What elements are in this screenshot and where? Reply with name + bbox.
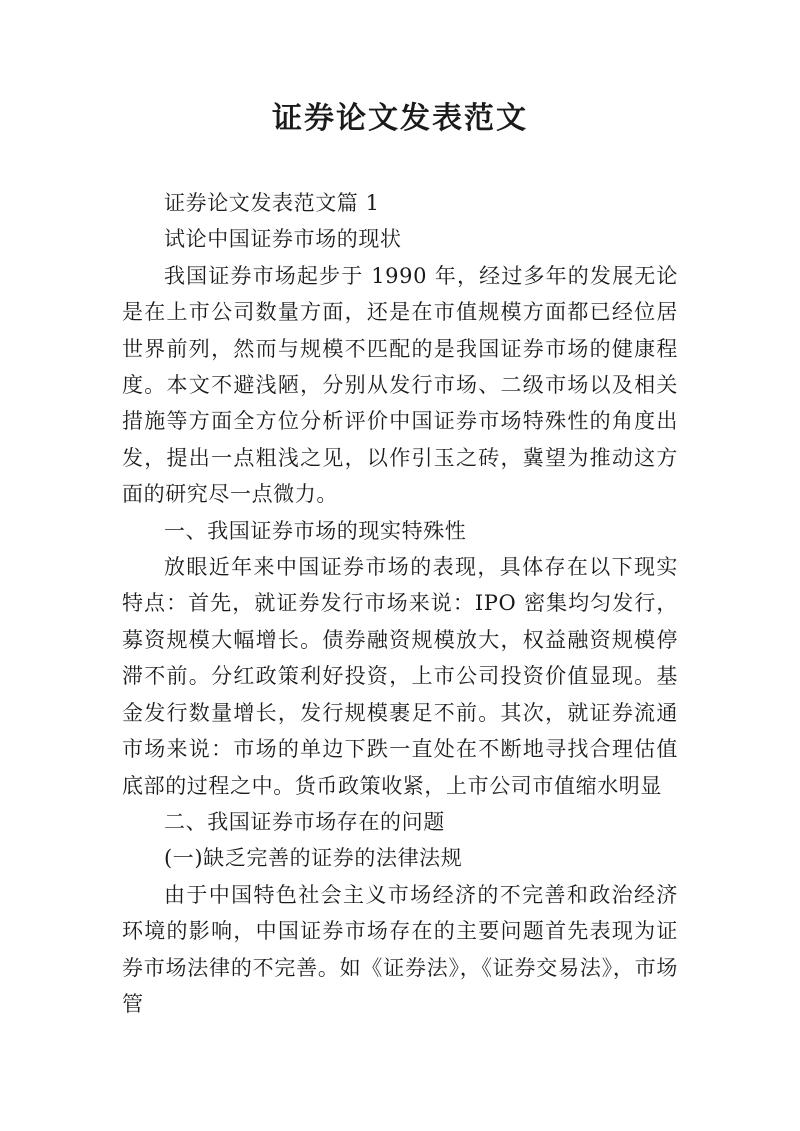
article-title: 试论中国证券市场的现状 [164, 227, 402, 252]
section-heading: 证券论文发表范文篇 1 [164, 191, 380, 215]
document-title: 证券论文发表范文 [272, 101, 528, 136]
subsection-heading: (一)缺乏完善的证券的法律法规 [164, 846, 463, 871]
document-body [122, 185, 678, 1022]
section-heading: 一、我国证券市场的现实特殊性 [164, 518, 467, 543]
body-paragraph: 放眼近年来中国证券市场的表现，具体存在以下现实特点：首先，就证券发行市场来说：IPO 密集均匀发行，募资规模大幅增长。债券融资规模放大，权益融资规模停滞不前。分红政策利好投资，上市公司投资价值显现。基金发行数量增长，发行规模裹足不前。其次，就证券流通市场来说：市场的单边下跌一直处在不断地寻找合理估值底部的过程之中。货币政策收紧，上市公司市值缩水明显 [122, 555, 678, 798]
section-heading: 二、我国证券市场存在的问题 [164, 809, 445, 834]
body-paragraph: 我国证券市场起步于 1990 年，经过多年的发展无论是在上市公司数量方面，还是在市值规模方面都已经位居世界前列，然而与规模不匹配的是我国证券市场的健康程度。本文不避浅陋，分别从发行市场、二级市场以及相关措施等方面全方位分析评价中国证券市场特殊性的角度出发，提出一点粗浅之见，以作引玉之砖，冀望为推动这方面的研究尽一点微力。 [122, 263, 678, 507]
body-paragraph: 由于中国特色社会主义市场经济的不完善和政治经济环境的影响，中国证券市场存在的主要问题首先表现为证券市场法律的不完善。如《证券法》，《证券交易法》，市场管 [122, 882, 678, 1016]
